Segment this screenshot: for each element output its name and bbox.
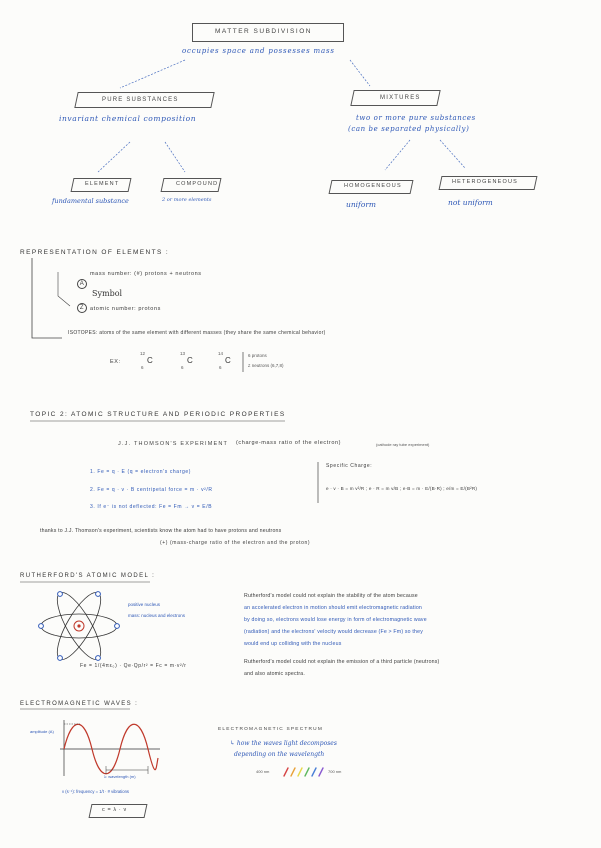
step-1: 1. Fe = q · E (q = electron's charge) [90, 469, 191, 475]
amplitude-label: amplitude (A) [30, 729, 54, 734]
rutherford-formula: Fe = 1/(4πε₀) · Qe·Qp/r² = Fc = m·v²/r [80, 663, 187, 669]
atom-legend-2: mass: nucleus and electrons [128, 613, 186, 618]
mixtures-label: MIXTURES [380, 95, 421, 101]
compound-desc: 2 or more elements [162, 197, 212, 203]
thomson-sub: (charge-mass ratio of the electron) [236, 440, 342, 446]
thomson-title: J.J. THOMSON'S EXPERIMENT [118, 441, 229, 447]
pure-label: PURE SUBSTANCES [102, 97, 179, 103]
spectrum-title: ELECTROMAGNETIC SPECTRUM [218, 727, 324, 732]
rutherford-p3: by doing so, electrons would lose energy in form of electromagnetic wave [244, 617, 427, 623]
waves-heading: ELECTROMAGNETIC WAVES : [20, 701, 139, 707]
symbol-text: Symbol [92, 289, 123, 298]
frequency-label: ν (s⁻¹): frequency = 1/t · # vibrations [62, 789, 130, 794]
atom-legend-1: positive nucleus [128, 602, 161, 607]
spectrum-desc-2: depending on the wavelength [234, 751, 325, 758]
isotopes-text: ISOTOPES: atoms of the same element with different masses (they share the same chemical behavior) [68, 330, 326, 336]
iso2-symbol: C [187, 356, 193, 365]
circle-a: A [77, 279, 87, 289]
rutherford-p5: would end up colliding with the nucleus [244, 641, 342, 647]
specific-charge-label: Specific Charge: [326, 463, 373, 469]
homogeneous-label: HOMOGENEOUS [344, 183, 402, 189]
circle-z: Z [77, 303, 87, 313]
atomic-number-text: atomic number: protons [90, 306, 161, 312]
spectrum-left-label: 400 nm [256, 769, 270, 774]
thanks-line-2: (+) (mass-charge ratio of the electron and the proton) [160, 540, 311, 546]
neutrons-text: ≠ neutrons (6,7,8) [248, 363, 284, 368]
iso1-num: 6 [141, 365, 144, 370]
matter-subtitle: occupies space and possesses mass [182, 47, 335, 55]
mass-number-text: mass number: (#) protons + neutrons [90, 271, 202, 277]
rutherford-p1: Rutherford's model could not explain the stability of the atom because [244, 593, 418, 599]
rutherford-heading: RUTHERFORD'S ATOMIC MODEL : [20, 573, 156, 579]
iso2-num: 6 [181, 365, 184, 370]
spectrum-swatches [282, 766, 324, 778]
protons-text: 6 protons [248, 353, 267, 358]
atom-model-illustration [36, 586, 122, 666]
ex-label: EX: [110, 359, 121, 365]
wave-illustration [56, 718, 160, 780]
iso3-symbol: C [225, 356, 231, 365]
iso1-symbol: C [147, 356, 153, 365]
heterogeneous-label: HETEROGENEOUS [452, 179, 519, 185]
step-3: 3. If e⁻ is not deflected: Fe = Fm → v = E/B [90, 504, 213, 510]
rutherford-p4: (radiation) and the electrons' velocity would decrease (Fe > Fm) so they [244, 629, 424, 635]
mixtures-desc2: (can be separated physically) [348, 125, 470, 133]
pure-desc: invariant chemical composition [59, 114, 197, 123]
spectrum-desc-1: ↳ how the waves light decomposes [230, 740, 337, 747]
homogeneous-desc: uniform [346, 200, 377, 209]
iso1-mass: 12 [140, 351, 146, 356]
heterogeneous-desc: not uniform [448, 198, 493, 207]
iso3-num: 6 [219, 365, 222, 370]
wavelength-label: λ: wavelength (m) [104, 774, 136, 779]
rutherford-p6: Rutherford's model could not explain the emission of a third particle (neutrons) [244, 659, 440, 665]
iso3-mass: 14 [218, 351, 224, 356]
wave-formula: c = λ · ν [102, 807, 127, 813]
topic-heading: TOPIC 2: ATOMIC STRUCTURE AND PERIODIC PROPERTIES [30, 411, 286, 418]
step-2: 2. Fe = q · v · B centripetal force = m · v²/R [90, 487, 213, 493]
spectrum-right-label: 700 nm [328, 769, 342, 774]
thanks-line-1: thanks to J.J. Thomson's experiment, scientists know the atom had to have protons and neutrons [40, 528, 282, 534]
rutherford-p7: and also atomic spectra. [244, 671, 306, 677]
element-desc: fundamental substance [52, 197, 129, 205]
specific-charge-eq: e · v · B = m v²/R ; e · R = m v/B ; e·B = m · E/(B·R) ; e/m = E/(B²R) [326, 486, 478, 491]
rutherford-p2: an accelerated electron in motion should emit electromagnetic radiation [244, 605, 422, 611]
element-label: ELEMENT [85, 181, 120, 187]
thomson-note: (cathode ray tube experiment) [376, 442, 430, 447]
representation-heading: REPRESENTATION OF ELEMENTS : [20, 249, 170, 256]
page-title: MATTER SUBDIVISION [215, 28, 312, 35]
mixtures-desc1: two or more pure substances [356, 114, 476, 122]
iso2-mass: 13 [180, 351, 186, 356]
compound-label: COMPOUND [176, 181, 219, 187]
